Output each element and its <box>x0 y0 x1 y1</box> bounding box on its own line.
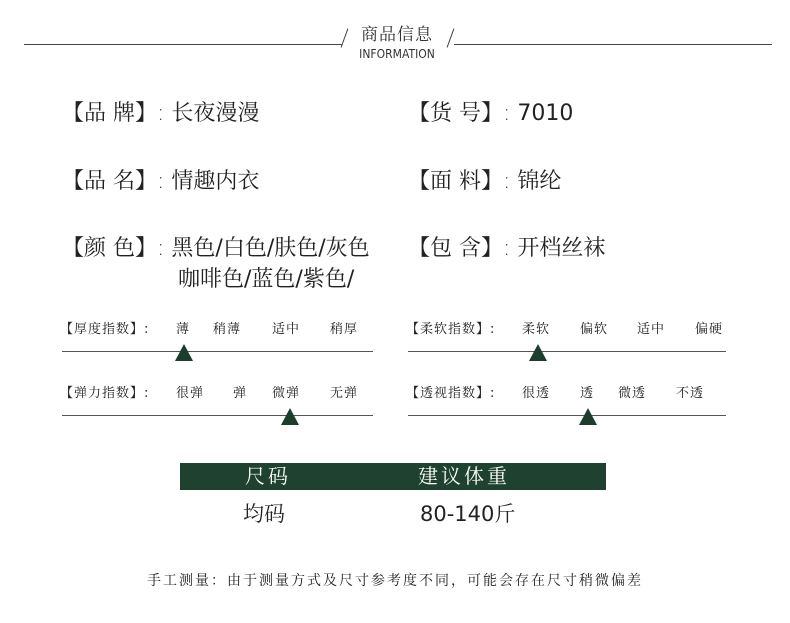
transparency-option: 透 <box>580 386 595 401</box>
header-line-right <box>454 44 772 45</box>
color-row <box>62 231 370 262</box>
elasticity-indicator <box>281 408 299 425</box>
name-label: 【品 名】: <box>62 169 165 194</box>
brand-row <box>62 96 259 127</box>
softness-scale-line <box>408 351 726 352</box>
brand-value: 长夜漫漫 <box>171 101 260 126</box>
elasticity-option: 很弹 <box>176 386 205 401</box>
item-no-label: 【货 号】: <box>408 101 511 126</box>
size-table-header <box>180 463 606 490</box>
softness-option: 偏软 <box>580 322 609 337</box>
thickness-option: 薄 <box>176 322 191 337</box>
thickness-option: 适中 <box>272 322 301 337</box>
includes-value: 开档丝袜 <box>517 236 606 261</box>
thickness-label: 【厚度指数】: <box>60 322 150 337</box>
weight-column-header: 建议体重 <box>418 464 510 488</box>
thickness-option: 稍薄 <box>213 322 242 337</box>
fabric-value: 锦纶 <box>517 169 562 194</box>
header-slash-left <box>341 28 349 47</box>
item-no-value: 7010 <box>517 101 574 126</box>
measurement-note: 手工测量：由于测量方式及尺寸参考度不同，可能会存在尺寸稍微偏差 <box>147 573 643 589</box>
thickness-option: 稍厚 <box>330 322 359 337</box>
weight-cell: 80-140斤 <box>420 502 516 526</box>
transparency-option: 不透 <box>676 386 705 401</box>
elasticity-scale-line <box>62 415 373 416</box>
transparency-option: 微透 <box>618 386 647 401</box>
name-row <box>62 164 259 195</box>
elasticity-option: 弹 <box>233 386 248 401</box>
includes-row <box>408 231 605 262</box>
softness-option: 适中 <box>637 322 666 337</box>
size-cell: 均码 <box>243 502 285 526</box>
color-value-line1: 黑色/白色/肤色/灰色 <box>171 236 370 261</box>
header-line-left <box>24 44 342 45</box>
brand-label: 【品 牌】: <box>62 101 165 126</box>
softness-label: 【柔软指数】: <box>406 322 496 337</box>
item-no-row <box>408 96 573 127</box>
transparency-scale-line <box>408 415 726 416</box>
name-value: 情趣内衣 <box>171 169 260 194</box>
thickness-scale-line <box>62 351 373 352</box>
color-label: 【颜 色】: <box>62 236 165 261</box>
thickness-indicator <box>175 344 193 361</box>
elasticity-option: 微弹 <box>272 386 301 401</box>
includes-label: 【包 含】: <box>408 236 511 261</box>
elasticity-label: 【弹力指数】: <box>60 386 150 401</box>
softness-option: 柔软 <box>522 322 551 337</box>
color-value-line2: 咖啡色/蓝色/紫色/ <box>178 267 355 292</box>
transparency-option: 很透 <box>522 386 551 401</box>
transparency-label: 【透视指数】: <box>406 386 496 401</box>
elasticity-option: 无弹 <box>330 386 359 401</box>
softness-option: 偏硬 <box>695 322 724 337</box>
fabric-label: 【面 料】: <box>408 169 511 194</box>
softness-indicator <box>529 344 547 361</box>
section-subtitle: INFORMATION <box>359 47 435 61</box>
size-column-header: 尺码 <box>245 464 291 488</box>
transparency-indicator <box>579 408 597 425</box>
fabric-row <box>408 164 561 195</box>
section-title: 商品信息 <box>361 25 433 45</box>
